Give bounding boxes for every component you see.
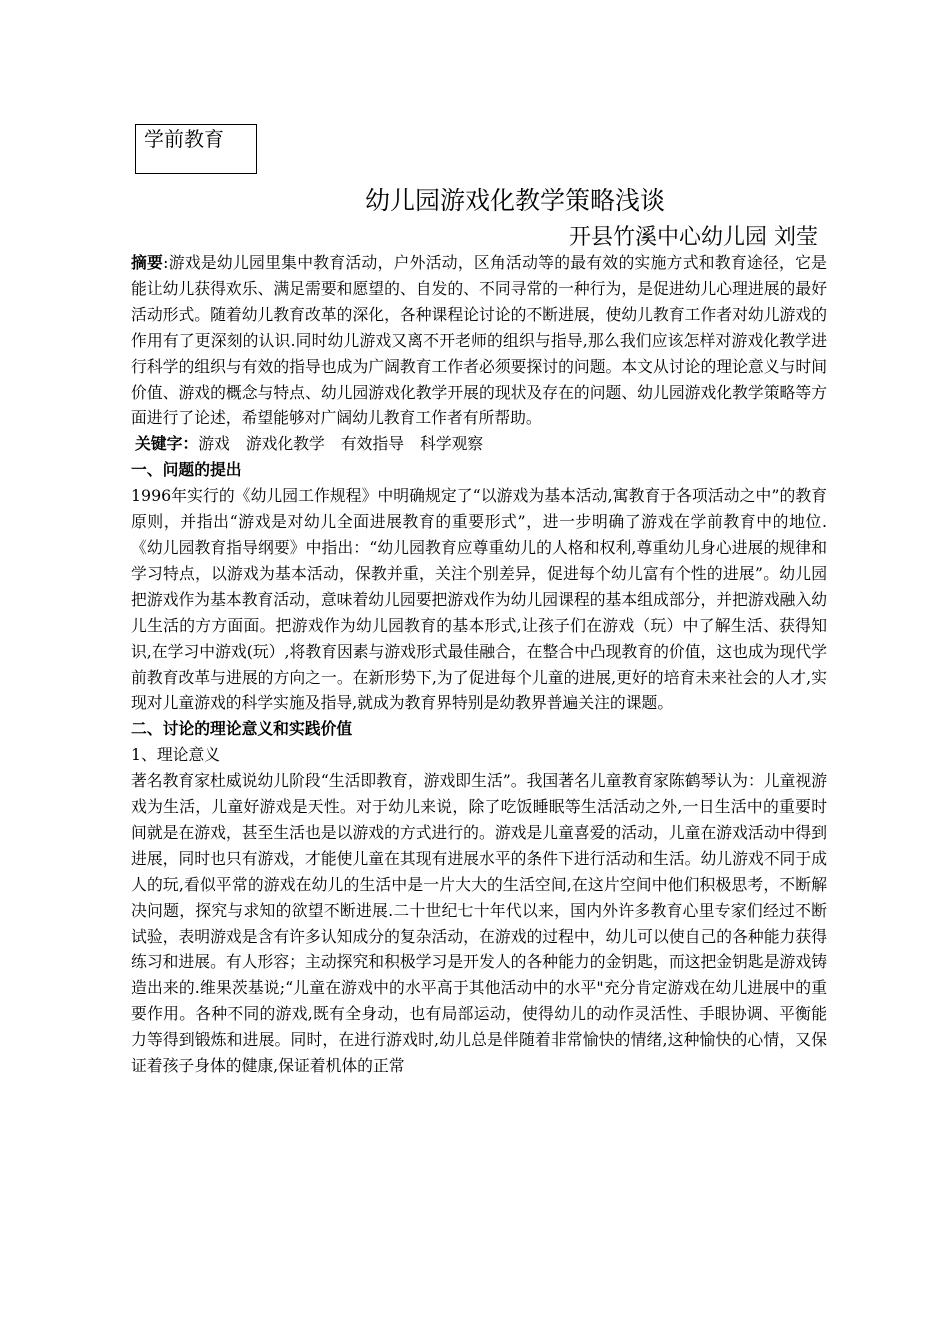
category-label: 学前教育: [144, 127, 224, 151]
abstract-label: 摘要: [131, 253, 164, 272]
keyword-item: 游戏: [198, 434, 230, 454]
section-heading-2: 二、讨论的理论意义和实践价值: [131, 719, 353, 739]
section-heading-1: 一、问题的提出: [131, 460, 242, 480]
author-line: 开县竹溪中心幼儿园 刘莹: [569, 225, 818, 250]
keywords-label: 关键字：: [135, 434, 199, 454]
document-body: [131, 250, 827, 1079]
abstract-text: :游戏是幼儿园里集中教育活动，户外活动，区角活动等的最有效的实施方式和教育途径，它是能让幼儿获得欢乐、满足需要和愿望的、自发的、不同寻常的一种行为，是促进幼儿心理进展的最好活动形式。随着幼儿教育改革的深化，各种课程论讨论的不断进展，使幼儿教育工作者对幼儿游戏的作用有了更深刻的认识.同时幼儿游戏又离不开老师的组织与指导,那么我们应该怎样对游戏化教学进行科学的组织与有效的指导也成为广阔教育工作者必须要探讨的问题。本文从讨论的理论意义与时间价值、游戏的概念与特点、幼儿园游戏化教学开展的现状及存在的问题、幼儿园游戏化教学策略等方面进行了论述，希望能够对广阔幼儿教育工作者有所帮助。: [131, 253, 827, 428]
category-box: [135, 124, 257, 174]
abstract-paragraph: [131, 250, 827, 431]
keyword-item: 有效指导: [340, 434, 405, 454]
keyword-item: 科学观察: [420, 434, 484, 454]
keyword-item: 游戏化教学: [245, 434, 325, 454]
section-subheading-2-1: 1、理论意义: [131, 745, 221, 765]
document-title: 幼儿园游戏化教学策略浅谈: [364, 186, 665, 215]
section-paragraph-2: 著名教育家杜威说幼儿阶段“生活即教育，游戏即生活”。我国著名儿童教育家陈鹤琴认为：儿童视游戏为生活，儿童好游戏是天性。对于幼儿来说，除了吃饭睡眠等生活活动之外,一日生活中的重要时间就是在游戏，甚至生活也是以游戏的方式进行的。游戏是儿童喜爱的活动，儿童在游戏活动中得到进展，同时也只有游戏，才能使儿童在其现有进展水平的条件下进行活动和生活。幼儿游戏不同于成人的玩,看似平常的游戏在幼儿的生活中是一片大大的生活空间,在这片空间中他们积极思考，不断解决问题，探究与求知的欲望不断进展.二十世纪七十年代以来，国内外许多教育心里专家们经过不断试验，表明游戏是含有许多认知成分的复杂活动，在游戏的过程中，幼儿可以使自己的各种能力获得练习和进展。有人形容；主动探究和积极学习是开发人的各种能力的金钥匙，而这把金钥匙是游戏铸造出来的.维果茨基说;“儿童在游戏中的水平高于其他活动中的水平"充分肯定游戏在幼儿进展中的重要作用。各种不同的游戏,既有全身动，也有局部运动，使得幼儿的动作灵活性、手眼协调、平衡能力等得到锻炼和进展。同时，在进行游戏时,幼儿总是伴随着非常愉快的情绪,这种愉快的心情，又保证着孩子身体的健康,保证着机体的正常: [131, 771, 827, 1076]
section-paragraph-1: 1996年实行的《幼儿园工作规程》中明确规定了“以游戏为基本活动,寓教育于各项活动之中”的教育原则，并指出“游戏是对幼儿全面进展教育的重要形式”，进一步明确了游戏在学前教育中的地位.《幼儿园教育指导纲要》中指出：“幼儿园教育应尊重幼儿的人格和权利,尊重幼儿身心进展的规律和学习特点，以游戏为基本活动，保教并重，关注个别差异，促进每个幼儿富有个性的进展”。幼儿园把游戏作为基本教育活动，意味着幼儿园要把游戏作为幼儿园课程的基本组成部分，并把游戏融入幼儿生活的方方面面。把游戏作为幼儿园教育的基本形式,让孩子们在游戏（玩）中了解生活、获得知识,在学习中游戏(玩）,将教育因素与游戏形式最佳融合，在整合中凸现教育的价值，这也成为现代学前教育改革与进展的方向之一。在新形势下,为了促进每个儿童的进展,更好的培育未来社会的人才,实现对儿童游戏的科学实施及指导,就成为教育界特别是幼教界普遍关注的课题。: [131, 486, 827, 713]
keywords-line: [131, 431, 827, 457]
